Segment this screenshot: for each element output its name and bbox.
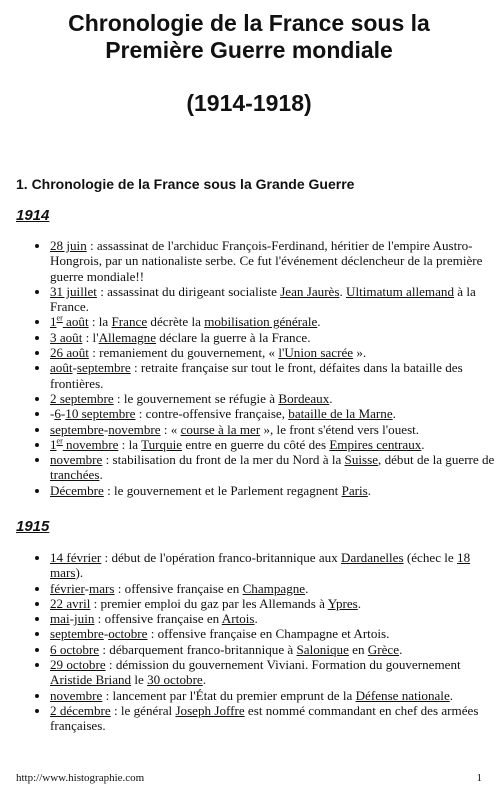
event-text: .	[421, 436, 425, 452]
event-item	[50, 688, 498, 703]
event-link[interactable]: Champagne	[242, 580, 306, 596]
event-link[interactable]: Empires centraux	[329, 436, 422, 452]
event-link[interactable]: Dardanelles	[341, 550, 404, 565]
event-link[interactable]: l'Union sacrée	[278, 345, 354, 361]
event-text: .	[357, 595, 362, 611]
event-text: .	[339, 283, 347, 299]
event-link[interactable]: octobre	[108, 626, 148, 642]
event-link[interactable]: Ultimatum allemand	[346, 283, 455, 299]
event-text: -	[84, 580, 90, 596]
event-text: : stabilisation du front de la mer du Nord à la	[102, 452, 345, 468]
event-item	[50, 284, 498, 315]
event-link[interactable]: Bordeaux	[278, 390, 330, 406]
event-link[interactable]: Décembre	[50, 482, 104, 498]
event-item	[50, 596, 498, 611]
event-text: : début de l'opération franco-britannique aux	[101, 550, 342, 565]
event-link[interactable]: 14 février	[50, 550, 102, 565]
event-text: : le gouvernement et le Parlement regagnent	[103, 482, 342, 498]
event-text: .	[329, 390, 333, 406]
title-years: (1914-1918)	[186, 90, 312, 116]
event-link[interactable]: 3 août	[50, 329, 83, 345]
event-link[interactable]: France	[111, 314, 148, 330]
event-link[interactable]: 18 mars	[50, 550, 471, 581]
event-link[interactable]: 22 avril	[50, 595, 91, 611]
event-text: en	[348, 641, 368, 657]
event-link[interactable]: novembre	[62, 436, 119, 452]
event-link[interactable]: août	[50, 360, 73, 376]
event-item	[50, 406, 498, 421]
event-text: : démission du gouvernement Viviani. Formation du gouvernement	[105, 657, 461, 673]
event-item	[50, 360, 498, 391]
page-number: 1	[476, 772, 482, 784]
event-item	[50, 611, 498, 626]
event-link[interactable]: 2 septembre	[50, 390, 114, 406]
event-link[interactable]: 6 octobre	[50, 641, 100, 657]
event-text: : lancement par l'État du premier emprunt de la	[102, 687, 356, 703]
event-link[interactable]: 2 décembre	[50, 702, 111, 718]
event-link[interactable]: septembre	[76, 360, 131, 376]
event-link[interactable]: Artois	[221, 611, 255, 627]
event-text: : débarquement franco-britannique à	[99, 641, 297, 657]
event-text: .	[99, 467, 103, 483]
event-text: : l'	[82, 329, 99, 345]
event-text: : assassinat de l'archiduc François-Ferdinand, héritier de l'empire Austro-Hongrois, par un nationaliste serbe. Ce fut l'événement déclencheur de la première guerre mondiale!!	[50, 238, 483, 284]
event-text: est nommé commandant en chef des armées françaises.	[50, 702, 479, 734]
event-link[interactable]: novembre	[108, 421, 161, 437]
event-item	[50, 483, 498, 498]
title-line-2: Première Guerre mondiale	[105, 37, 393, 63]
event-item	[50, 452, 498, 483]
event-link[interactable]: juin	[74, 611, 95, 627]
event-text: -	[72, 360, 77, 376]
event-link[interactable]: Paris	[341, 482, 368, 498]
event-text: à la France.	[50, 283, 476, 315]
event-item	[50, 703, 498, 734]
event-link[interactable]: novembre	[50, 687, 103, 703]
event-item	[50, 422, 498, 437]
event-link[interactable]: septembre	[50, 421, 104, 437]
event-text: : offensive française en Champagne et Artois.	[147, 626, 390, 642]
event-text: .	[202, 672, 207, 688]
event-text: : contre-offensive française,	[135, 406, 289, 422]
event-item	[50, 345, 498, 360]
event-link[interactable]: Allemagne	[98, 329, 157, 345]
event-text: .	[449, 687, 454, 703]
event-link[interactable]: février	[50, 580, 85, 596]
event-item	[50, 314, 498, 329]
event-item	[50, 330, 498, 345]
event-text: déclare la guerre à la France.	[156, 329, 311, 345]
event-link[interactable]: mobilisation générale	[204, 314, 318, 330]
event-link[interactable]: tranchées	[50, 467, 100, 483]
event-text: .	[305, 580, 309, 596]
event-text: : «	[160, 421, 181, 437]
event-item	[50, 642, 498, 657]
event-text: .	[399, 641, 403, 657]
event-link[interactable]: 26 août	[50, 345, 89, 361]
event-link[interactable]: course à la mer	[180, 421, 261, 437]
event-text: », le front s'étend vers l'ouest.	[260, 421, 420, 437]
document-title	[0, 10, 498, 64]
event-text: : premier emploi du gaz par les Allemands à	[90, 595, 328, 611]
event-text: entre en guerre du côté des	[182, 436, 330, 452]
event-list-1914	[14, 238, 498, 498]
event-link[interactable]: septembre	[50, 626, 104, 642]
event-text: .	[317, 314, 321, 330]
event-text: -	[103, 421, 109, 437]
event-link[interactable]: 30 octobre	[147, 672, 203, 688]
event-link[interactable]: 1	[50, 436, 57, 452]
event-text: : remaniement du gouvernement, «	[88, 345, 279, 361]
event-text: .	[392, 406, 396, 422]
event-link[interactable]: 10 septembre	[65, 406, 136, 422]
event-link[interactable]: Grèce	[367, 641, 400, 657]
event-text: -	[69, 611, 75, 627]
event-text: : la	[88, 314, 112, 330]
event-link[interactable]: Aristide Briand	[50, 672, 132, 688]
event-link[interactable]: 31 juillet	[50, 283, 97, 299]
event-text: , début de la guerre de	[378, 452, 495, 468]
event-link[interactable]: Ypres	[327, 595, 358, 611]
event-link[interactable]: 6	[54, 406, 61, 422]
event-item	[50, 657, 498, 688]
event-list-1915	[14, 550, 498, 734]
event-text: (échec le	[403, 550, 458, 565]
event-item	[50, 437, 498, 452]
year-heading-1914: 1914	[16, 207, 50, 224]
event-item	[50, 581, 498, 596]
event-link[interactable]: bataille de la Marne	[288, 406, 393, 422]
event-text: : le général	[110, 702, 176, 718]
event-text: ».	[353, 345, 367, 361]
event-text: : offensive française en	[114, 580, 243, 596]
event-text: : retraite française sur tout le front, défaites dans la bataille des frontières.	[50, 360, 463, 391]
event-link[interactable]: er	[56, 314, 63, 324]
year-heading-1915: 1915	[16, 518, 50, 535]
event-link[interactable]: Jean Jaurès	[280, 283, 340, 299]
event-text: décrète la	[147, 314, 205, 330]
section-heading: 1. Chronologie de la France sous la Grande Guerre	[16, 176, 355, 192]
event-link[interactable]: er	[56, 436, 63, 446]
event-text: -	[50, 406, 55, 422]
event-text: -	[103, 626, 109, 642]
event-link[interactable]: 1	[50, 314, 57, 330]
event-text: .	[367, 482, 372, 498]
event-link[interactable]: mars	[89, 580, 115, 596]
event-link[interactable]: Turquie	[141, 436, 183, 452]
event-text: : offensive française en	[94, 611, 222, 627]
event-link[interactable]: août	[62, 314, 89, 330]
title-line-1: Chronologie de la France sous la	[68, 10, 430, 36]
event-link[interactable]: Salonique	[296, 641, 349, 657]
event-text: : assassinat du dirigeant socialiste	[96, 283, 281, 299]
event-item	[50, 391, 498, 406]
event-link[interactable]: novembre	[50, 452, 103, 468]
event-link[interactable]: 29 octobre	[50, 657, 106, 673]
event-link[interactable]: mai	[50, 611, 70, 627]
event-item	[50, 626, 498, 641]
event-link[interactable]: Joseph Joffre	[175, 702, 245, 718]
event-link[interactable]: Défense nationale	[355, 687, 450, 703]
event-link[interactable]: 28 juin	[50, 238, 87, 253]
event-text: -	[60, 406, 66, 422]
footer-url[interactable]: http://www.histographie.com	[16, 772, 145, 784]
event-text: le	[131, 672, 148, 688]
event-text: ).	[75, 565, 84, 581]
event-item	[50, 550, 498, 581]
event-text: .	[254, 611, 258, 627]
event-link[interactable]: Suisse	[344, 452, 379, 468]
event-text: : la	[118, 436, 142, 452]
event-text: : le gouvernement se réfugie à	[113, 390, 279, 406]
event-item	[50, 238, 498, 284]
